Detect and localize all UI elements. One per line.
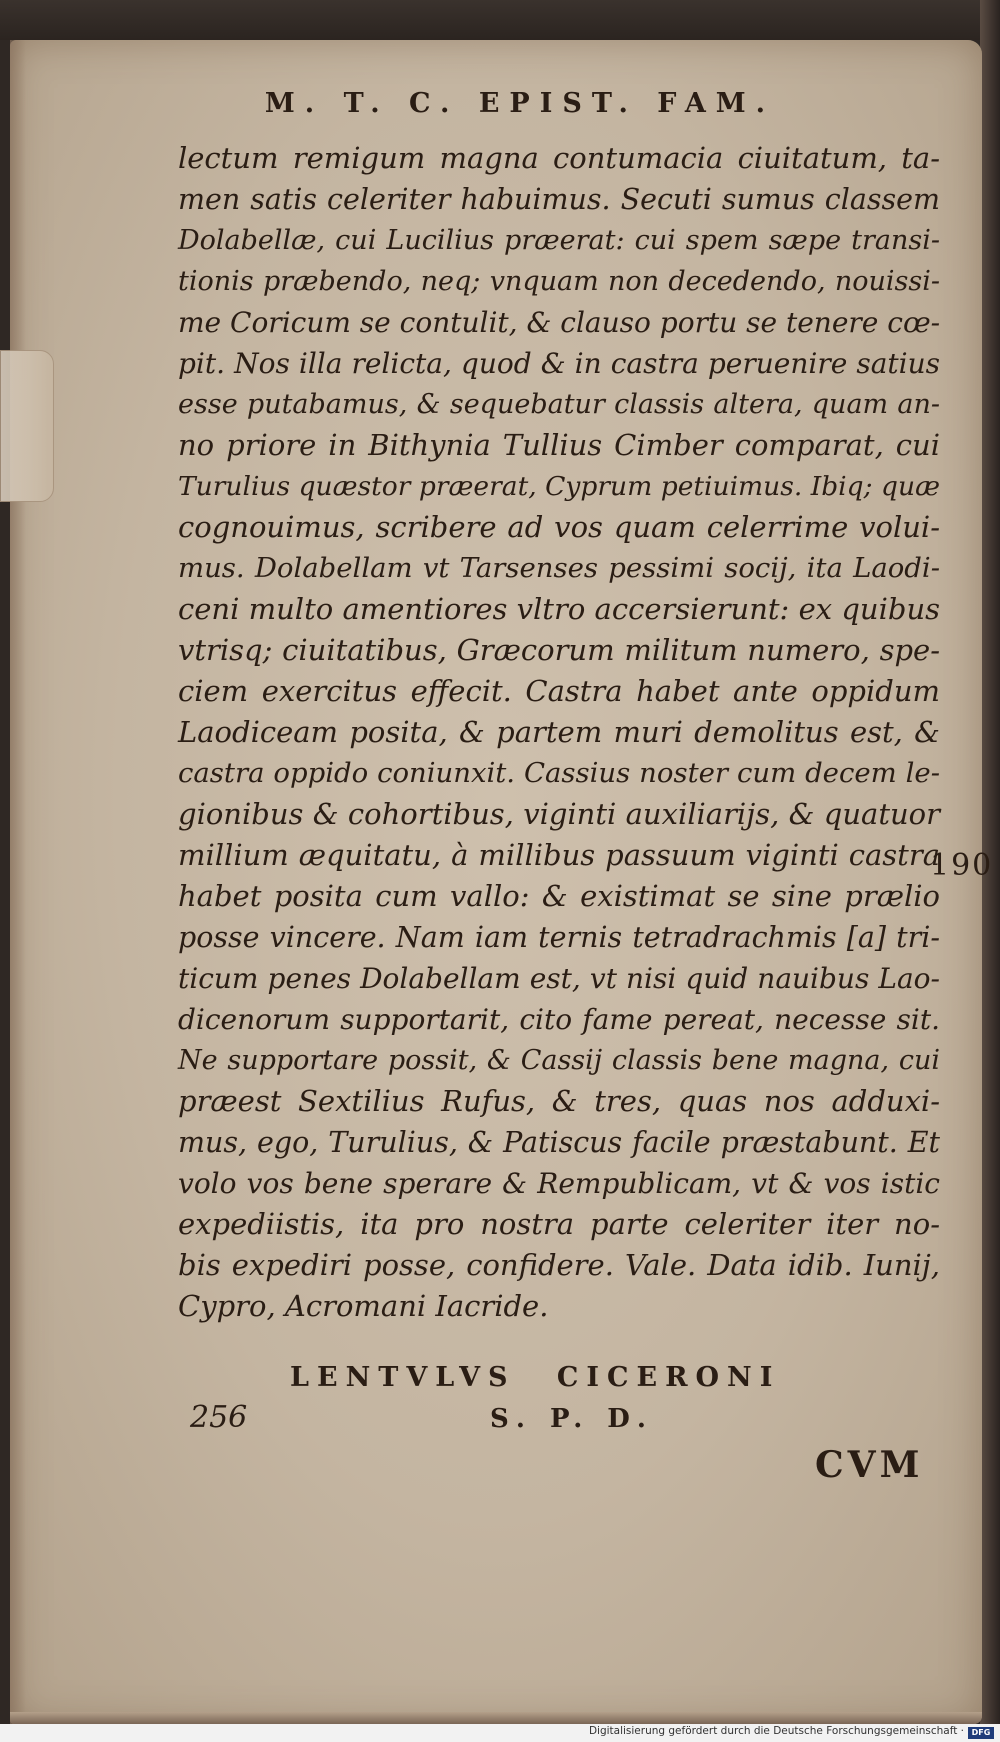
- text-line: no priore in Bithynia Tullius Cimber comparat, cui: [178, 428, 940, 462]
- salutation: S. P. D.: [490, 1404, 654, 1434]
- text-line: bis expediri posse, confidere. Vale. Data idib. Iunij,: [178, 1248, 940, 1282]
- text-line: cognouimus, scribere ad vos quam celerrime volui-: [178, 510, 940, 544]
- text-line: Laodiceam posita, & partem muri demolitus est, &: [178, 715, 940, 749]
- catchword: CVM: [815, 1444, 924, 1486]
- text-line: Ne supportare possit, & Cassij classis bene magna, cui: [178, 1045, 940, 1076]
- text-line: men satis celeriter habuimus. Secuti sumus classem: [178, 183, 940, 216]
- text-line: Dolabellæ, cui Lucilius præerat: cui spem sæpe transi-: [178, 225, 940, 256]
- margin-number: 190: [930, 848, 994, 883]
- text-line: mus. Dolabellam vt Tarsenses pessimi socij, ita Laodi-: [178, 552, 940, 584]
- text-line: mus, ego, Turulius, & Patiscus facile præstabunt. Et: [178, 1126, 940, 1159]
- text-line: ticum penes Dolabellam est, vt nisi quid nauibus Lao-: [178, 962, 940, 995]
- text-line: millium æquitatu, à millibus passuum viginti castra: [178, 838, 940, 872]
- text-line: Turulius quæstor præerat, Cyprum petiuimus. Ibiq; quæ: [178, 471, 940, 502]
- text-line: habet posita cum vallo: & existimat se sine prælio: [178, 879, 940, 913]
- text-line: vtrisq; ciuitatibus, Græcorum militum numero, spe-: [178, 633, 940, 667]
- page-gutter-shadow: [10, 40, 26, 1724]
- page-bottom-edge: [10, 1712, 982, 1724]
- text-line: Cypro, Acromani Iacride.: [178, 1289, 549, 1323]
- text-line: esse putabamus, & sequebatur classis altera, quam an-: [178, 389, 940, 420]
- text-line: expediistis, ita pro nostra parte celeriter iter no-: [178, 1207, 940, 1241]
- text-line: volo vos bene sperare & Rempublicam, vt & vos istic: [178, 1167, 940, 1200]
- text-line: ciem exercitus effecit. Castra habet ante oppidum: [178, 674, 940, 708]
- text-line: tionis præbendo, neq; vnquam non decedendo, nouissi-: [178, 266, 940, 297]
- text-line: ceni multo amentiores vltro accersierunt: ex quibus: [178, 592, 940, 626]
- letter-body: [178, 138, 940, 1327]
- funding-credit: Digitalisierung gefördert durch die Deutsche Forschungsgemeinschaft ·: [588, 1725, 964, 1737]
- dfg-logo: DFG: [968, 1727, 994, 1739]
- text-line: lectum remigum magna contumacia ciuitatum, ta-: [178, 141, 940, 175]
- text-line: posse vincere. Nam iam ternis tetradrachmis [a] tri-: [178, 921, 940, 954]
- text-line: pit. Nos illa relicta, quod & in castra peruenire satius: [178, 347, 940, 380]
- running-head: M. T. C. EPIST. FAM.: [264, 88, 776, 119]
- text-line: gionibus & cohortibus, viginti auxiliarijs, & quatuor: [178, 797, 940, 831]
- text-line: castra oppido coniunxit. Cassius noster cum decem le-: [178, 757, 940, 789]
- text-line: dicenorum supportarit, cito fame pereat, necesse sit.: [178, 1003, 940, 1036]
- next-letter-title: LENTVLVS CICERONI: [290, 1362, 781, 1393]
- scan-top-shadow: [0, 0, 1000, 40]
- text-line: præest Sextilius Rufus, & tres, quas nos adduxi-: [178, 1084, 940, 1118]
- clip-tab: [0, 350, 54, 502]
- text-line: me Coricum se contulit, & clauso portu se tenere cœ-: [178, 306, 941, 339]
- page-number: 256: [190, 1400, 248, 1435]
